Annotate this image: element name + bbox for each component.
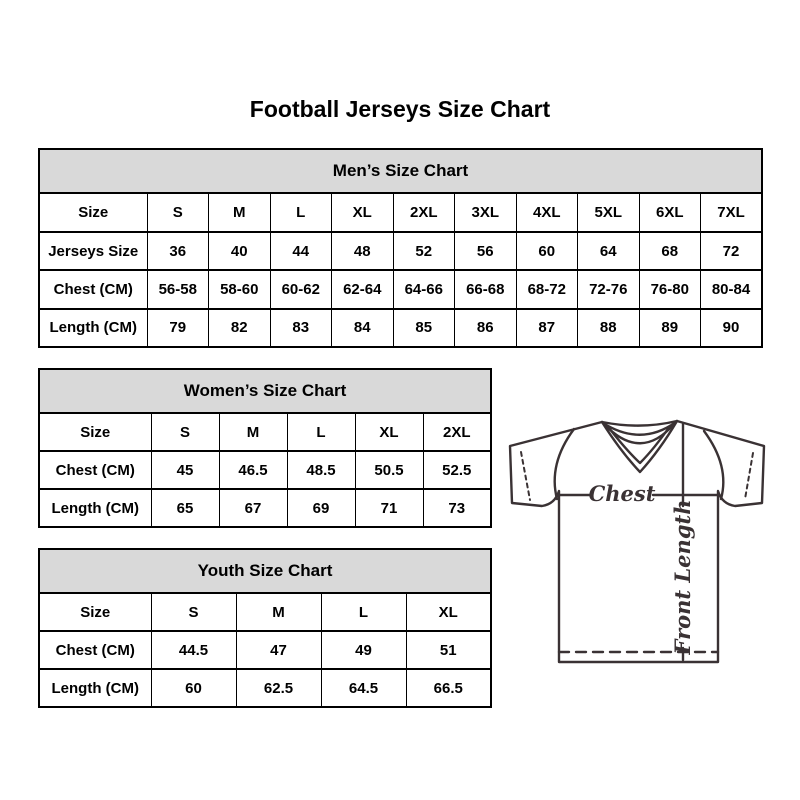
table-cell: 79	[147, 309, 209, 347]
front-length-label: Front Length	[670, 499, 695, 655]
table-row	[39, 489, 491, 527]
row-label: Size	[39, 193, 147, 231]
table-cell: XL	[332, 193, 394, 231]
table-cell: 52.5	[423, 451, 491, 489]
table-cell: 46.5	[219, 451, 287, 489]
left-cuff-dashed-line	[521, 452, 530, 500]
table-cell: 2XL	[393, 193, 455, 231]
table-row	[39, 232, 762, 270]
table-row	[39, 270, 762, 308]
table-cell: 36	[147, 232, 209, 270]
table-cell: 5XL	[578, 193, 640, 231]
table-cell: 49	[321, 631, 406, 669]
youth-size-chart-table	[38, 548, 492, 708]
row-label: Length (CM)	[39, 489, 151, 527]
table-cell: 69	[287, 489, 355, 527]
table-cell: 58-60	[209, 270, 271, 308]
table-cell: 86	[455, 309, 517, 347]
row-label: Chest (CM)	[39, 451, 151, 489]
table-row	[39, 631, 491, 669]
row-label: Size	[39, 593, 151, 631]
table-cell: S	[151, 593, 236, 631]
jersey-armhole-seam-right	[704, 431, 723, 499]
table-cell: 56-58	[147, 270, 209, 308]
table-cell: 47	[236, 631, 321, 669]
row-label: Chest (CM)	[39, 631, 151, 669]
table-cell: 71	[355, 489, 423, 527]
table-cell: 80-84	[701, 270, 763, 308]
womens-table	[38, 368, 492, 528]
row-label: Size	[39, 413, 151, 451]
mens-size-chart-table	[38, 148, 763, 348]
table-cell: M	[209, 193, 271, 231]
page-title: Football Jerseys Size Chart	[249, 96, 551, 122]
table-row	[39, 669, 491, 707]
right-cuff-dashed-line	[745, 453, 753, 499]
table-cell: 51	[406, 631, 491, 669]
table-cell: 66-68	[455, 270, 517, 308]
table-cell: 52	[393, 232, 455, 270]
table-cell: L	[321, 593, 406, 631]
table-cell: 88	[578, 309, 640, 347]
table-cell: 84	[332, 309, 394, 347]
section-header-row	[39, 369, 491, 413]
table-cell: 48.5	[287, 451, 355, 489]
row-label: Chest (CM)	[39, 270, 147, 308]
table-cell: M	[236, 593, 321, 631]
jersey-outline	[510, 421, 764, 662]
table-cell: L	[270, 193, 332, 231]
mens-table	[38, 148, 763, 348]
table-cell: 66.5	[406, 669, 491, 707]
section-header-row	[39, 149, 762, 193]
table-cell: 40	[209, 232, 271, 270]
table-row	[39, 593, 491, 631]
table-cell: 64	[578, 232, 640, 270]
table-cell: 68	[639, 232, 701, 270]
table-cell: 44	[270, 232, 332, 270]
table-cell: S	[147, 193, 209, 231]
table-cell: 76-80	[639, 270, 701, 308]
table-cell: 90	[701, 309, 763, 347]
table-cell: 87	[516, 309, 578, 347]
section-header: Youth Size Chart	[39, 549, 491, 593]
table-cell: M	[219, 413, 287, 451]
chest-label: Chest	[588, 481, 656, 506]
table-row	[39, 193, 762, 231]
table-cell: 2XL	[423, 413, 491, 451]
jersey-measurement-diagram	[500, 400, 780, 680]
table-row	[39, 309, 762, 347]
table-cell: 83	[270, 309, 332, 347]
table-cell: 62-64	[332, 270, 394, 308]
section-header-row	[39, 549, 491, 593]
row-label: Jerseys Size	[39, 232, 147, 270]
table-cell: 45	[151, 451, 219, 489]
jersey-armhole-seam-left	[555, 429, 574, 499]
table-cell: 89	[639, 309, 701, 347]
section-header: Women’s Size Chart	[39, 369, 491, 413]
table-cell: 3XL	[455, 193, 517, 231]
table-row	[39, 413, 491, 451]
table-cell: 64-66	[393, 270, 455, 308]
table-cell: 60-62	[270, 270, 332, 308]
table-cell: 82	[209, 309, 271, 347]
table-cell: XL	[406, 593, 491, 631]
table-cell: 60	[516, 232, 578, 270]
table-cell: 62.5	[236, 669, 321, 707]
row-label: Length (CM)	[39, 309, 147, 347]
table-cell: 60	[151, 669, 236, 707]
table-cell: 6XL	[639, 193, 701, 231]
table-cell: 4XL	[516, 193, 578, 231]
table-row	[39, 451, 491, 489]
table-cell: 65	[151, 489, 219, 527]
table-cell: 44.5	[151, 631, 236, 669]
table-cell: 68-72	[516, 270, 578, 308]
table-cell: S	[151, 413, 219, 451]
table-cell: 72	[701, 232, 763, 270]
womens-size-chart-table	[38, 368, 492, 528]
table-cell: L	[287, 413, 355, 451]
table-cell: 7XL	[701, 193, 763, 231]
table-cell: 72-76	[578, 270, 640, 308]
table-cell: 50.5	[355, 451, 423, 489]
table-cell: 64.5	[321, 669, 406, 707]
youth-table	[38, 548, 492, 708]
table-cell: 67	[219, 489, 287, 527]
jersey-collar-top-edge	[602, 421, 677, 426]
row-label: Length (CM)	[39, 669, 151, 707]
table-cell: 73	[423, 489, 491, 527]
table-cell: 85	[393, 309, 455, 347]
table-cell: XL	[355, 413, 423, 451]
table-cell: 56	[455, 232, 517, 270]
table-cell: 48	[332, 232, 394, 270]
section-header: Men’s Size Chart	[39, 149, 762, 193]
